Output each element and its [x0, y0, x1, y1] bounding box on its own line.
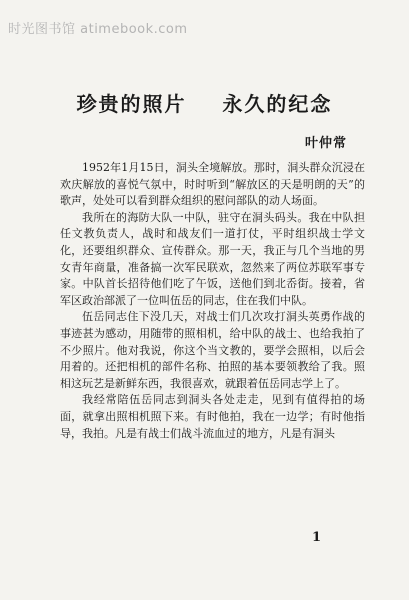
paragraph: 伍岳同志住下没几天，对战士们几次攻打洞头英勇作战的事迹甚为感动，用随带的照相机，给中队的战士、也给我拍了不少照片。他对我说，你这个当文教的，要学会照相，以后会用着的。还把相机的部件名称、拍照的基本要领教给了我。照相这玩艺是新鲜东西，我很喜欢，就跟着伍岳同志学上了。 [60, 310, 365, 390]
article-title: 珍贵的照片 永久的纪念 [76, 92, 333, 116]
author-name: 叶仲常 [304, 136, 347, 151]
paragraph: 我所在的海防大队一中队，驻守在洞头码头。我在中队担任文教负责人，战时和战友们一道打仗，平时组织战士学文化，还要组织群众、宣传群众。那一天，我正与几个当地的男女青年商量，准备搞一次军民联欢，忽然来了两位苏联军事专家。中队首长招待他们吃了午饭，送他们到北岙街。接着，省军区政治部派了一位叫伍岳的同志，住在我们中队。 [60, 210, 365, 307]
page-number: 1 [312, 530, 322, 545]
paragraph: 我经常陪伍岳同志到洞头各处走走，见到有值得拍的场面，就拿出照相机照下来。有时他拍，我在一边学；有时他指导，我拍。凡是有战士们战斗流血过的地方，凡是有洞头 [60, 393, 365, 440]
article-body [60, 160, 365, 442]
watermark: 时光图书馆 atimebook.com [8, 22, 188, 37]
paragraph: 1952年1月15日，洞头全境解放。那时，洞头群众沉浸在欢庆解放的喜悦气氛中，时时听到“解放区的天是明朗的天”的歌声，处处可以看到群众组织的慰问部队的动人场面。 [60, 161, 365, 208]
